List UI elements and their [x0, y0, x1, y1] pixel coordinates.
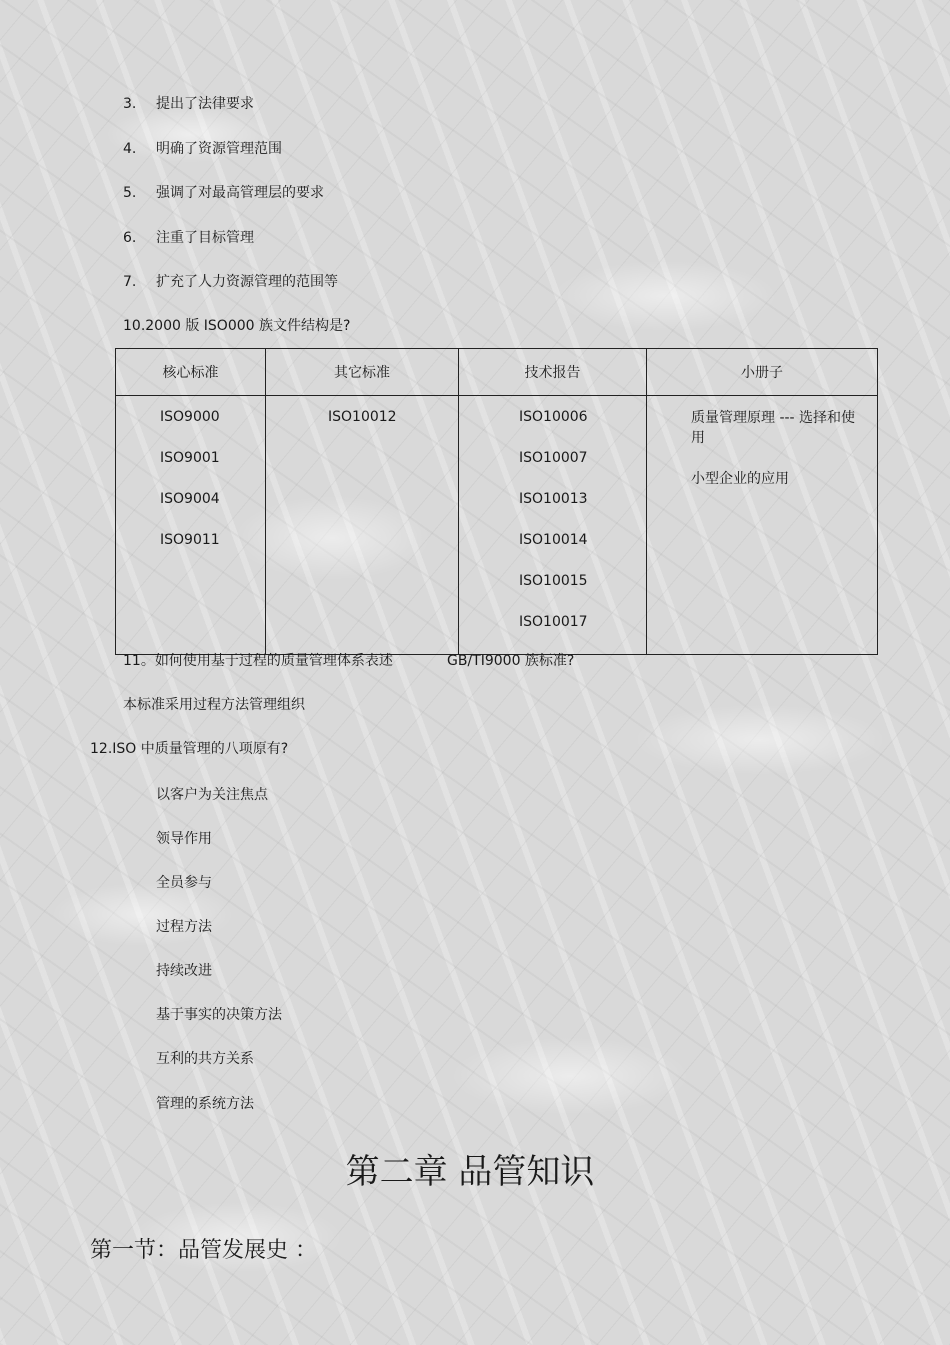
- list-item: 7. 扩充了人力资源管理的范围等: [123, 274, 338, 290]
- chapter-title: 第二章 品管知识: [345, 1152, 595, 1192]
- question-11-tail: GB/TI9000 族标准?: [447, 653, 575, 669]
- list-item: 5. 强调了对最高管理层的要求: [123, 185, 324, 201]
- table-header-cell: 技术报告: [459, 349, 647, 396]
- principle-item: 基于事实的决策方法: [156, 1007, 282, 1023]
- question-11: 11。如何使用基于过程的质量管理体系表述: [123, 653, 393, 669]
- core-standards-cell: [116, 396, 266, 655]
- standard-item: ISO10014: [519, 532, 588, 548]
- standard-item: ISO9004: [160, 491, 220, 507]
- booklets-cell: [647, 396, 878, 655]
- table-header-cell: 核心标准: [116, 349, 266, 396]
- principle-item: 管理的系统方法: [156, 1096, 254, 1112]
- standard-item: ISO10007: [519, 450, 588, 466]
- standard-item: ISO10017: [519, 614, 588, 630]
- standard-item: ISO9000: [160, 409, 220, 425]
- booklet-item: 质量管理原理 --- 选择和使用: [691, 410, 856, 446]
- list-item: 3. 提出了法律要求: [123, 96, 254, 112]
- principle-item: 全员参与: [156, 875, 212, 891]
- table-row: [116, 396, 878, 655]
- standard-item: ISO10006: [519, 409, 588, 425]
- standard-item: ISO9011: [160, 532, 220, 548]
- list-item: 6. 注重了目标管理: [123, 230, 254, 246]
- section-title: 第一节：品管发展史 ：: [90, 1238, 317, 1263]
- principle-item: 领导作用: [156, 831, 212, 847]
- table-header-cell: 小册子: [647, 349, 878, 396]
- standard-item: ISO10013: [519, 491, 588, 507]
- list-item: 4. 明确了资源管理范围: [123, 141, 282, 157]
- standard-item: ISO10015: [519, 573, 588, 589]
- question-10: 10.2000 版 ISO000 族文件结构是?: [123, 318, 351, 334]
- principle-item: 过程方法: [156, 919, 212, 935]
- other-standards-cell: [266, 396, 459, 655]
- tech-reports-cell: [459, 396, 647, 655]
- standard-item: ISO9001: [160, 450, 220, 466]
- booklet-item: 小型企业的应用: [691, 471, 789, 487]
- principle-item: 以客户为关注焦点: [156, 787, 268, 803]
- table-header-cell: 其它标准: [266, 349, 459, 396]
- standard-item: ISO10012: [328, 409, 397, 425]
- principle-item: 互利的共方关系: [156, 1051, 254, 1067]
- iso-structure-table: [115, 348, 878, 655]
- answer-11: 本标准采用过程方法管理组织: [123, 697, 305, 713]
- principle-item: 持续改进: [156, 963, 212, 979]
- table-header-row: [116, 349, 878, 396]
- question-12: 12.ISO 中质量管理的八项原有?: [90, 741, 289, 757]
